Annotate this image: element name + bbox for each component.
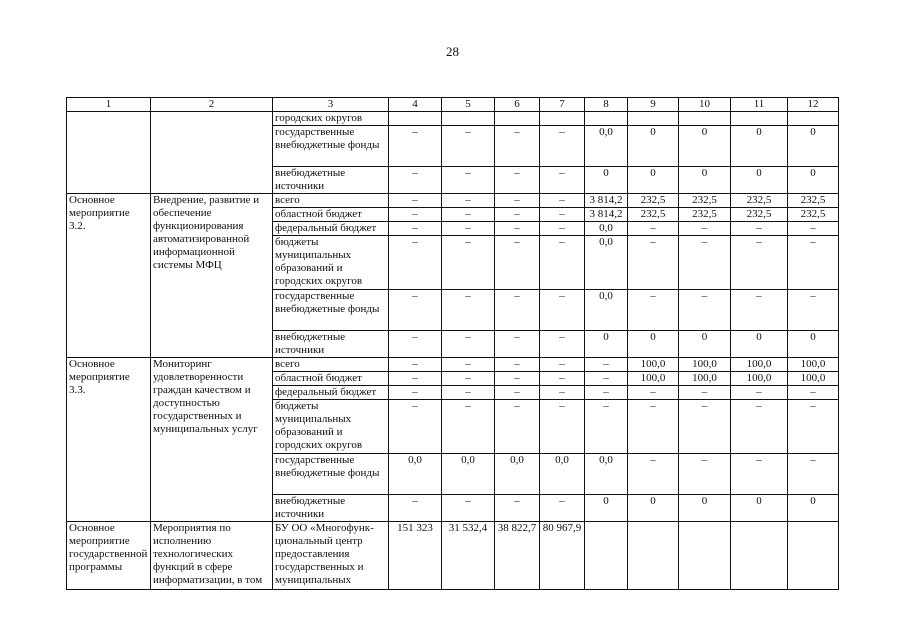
value-cell: – bbox=[495, 400, 540, 454]
value-cell: – bbox=[585, 372, 628, 386]
value-cell: 232,5 bbox=[731, 208, 788, 222]
col-header: 4 bbox=[389, 98, 442, 112]
source-cell: областной бюджет bbox=[273, 208, 389, 222]
value-cell: 0,0 bbox=[585, 290, 628, 331]
value-cell: 0 bbox=[585, 495, 628, 522]
value-cell: – bbox=[442, 290, 495, 331]
value-cell: 100,0 bbox=[731, 358, 788, 372]
value-cell: 232,5 bbox=[788, 194, 839, 208]
source-cell: городских округов bbox=[273, 112, 389, 126]
value-cell: 0,0 bbox=[585, 454, 628, 495]
source-cell: федеральный бюджет bbox=[273, 222, 389, 236]
value-cell: – bbox=[442, 400, 495, 454]
value-cell: – bbox=[442, 386, 495, 400]
value-cell: 0 bbox=[679, 167, 731, 194]
value-cell: – bbox=[389, 126, 442, 167]
value-cell: – bbox=[389, 194, 442, 208]
value-cell: – bbox=[495, 236, 540, 290]
value-cell: 3 814,2 bbox=[585, 194, 628, 208]
value-cell: 232,5 bbox=[679, 208, 731, 222]
value-cell: – bbox=[442, 331, 495, 358]
value-cell: 232,5 bbox=[788, 208, 839, 222]
page-number: 28 bbox=[446, 44, 459, 59]
value-cell: 0,0 bbox=[495, 454, 540, 495]
value-cell: – bbox=[540, 208, 585, 222]
value-cell: – bbox=[540, 236, 585, 290]
value-cell: 31 532,4 bbox=[442, 522, 495, 590]
value-cell: 0 bbox=[679, 331, 731, 358]
value-cell: 0 bbox=[788, 167, 839, 194]
table-row bbox=[67, 358, 839, 372]
value-cell: – bbox=[442, 495, 495, 522]
value-cell: – bbox=[540, 222, 585, 236]
value-cell bbox=[495, 112, 540, 126]
source-cell: внебюджетные источники bbox=[273, 167, 389, 194]
value-cell: – bbox=[495, 386, 540, 400]
value-cell: – bbox=[389, 358, 442, 372]
value-cell: 0 bbox=[679, 126, 731, 167]
value-cell bbox=[731, 112, 788, 126]
value-cell: – bbox=[679, 400, 731, 454]
value-cell: – bbox=[389, 386, 442, 400]
value-cell: – bbox=[389, 167, 442, 194]
value-cell: – bbox=[731, 290, 788, 331]
value-cell: – bbox=[495, 167, 540, 194]
value-cell bbox=[628, 112, 679, 126]
value-cell: – bbox=[628, 454, 679, 495]
value-cell: 100,0 bbox=[788, 358, 839, 372]
value-cell bbox=[731, 522, 788, 590]
value-cell: – bbox=[628, 400, 679, 454]
source-cell: государственные внебюджетные фонды bbox=[273, 126, 389, 167]
value-cell: 100,0 bbox=[731, 372, 788, 386]
source-cell: федеральный бюджет bbox=[273, 386, 389, 400]
value-cell bbox=[585, 112, 628, 126]
value-cell bbox=[679, 522, 731, 590]
value-cell: – bbox=[731, 386, 788, 400]
value-cell: 100,0 bbox=[628, 372, 679, 386]
value-cell: – bbox=[628, 222, 679, 236]
value-cell: 0 bbox=[585, 167, 628, 194]
value-cell: – bbox=[788, 454, 839, 495]
source-cell: бюджеты муниципальных образований и городских округов bbox=[273, 400, 389, 454]
value-cell: – bbox=[540, 331, 585, 358]
value-cell: – bbox=[540, 386, 585, 400]
col-header: 6 bbox=[495, 98, 540, 112]
value-cell: 0,0 bbox=[540, 454, 585, 495]
value-cell: 0,0 bbox=[585, 222, 628, 236]
value-cell: – bbox=[495, 358, 540, 372]
value-cell: – bbox=[442, 372, 495, 386]
value-cell bbox=[389, 112, 442, 126]
value-cell: – bbox=[679, 236, 731, 290]
value-cell: 0 bbox=[788, 126, 839, 167]
source-cell: всего bbox=[273, 194, 389, 208]
event-title-cell: Мероприятия по исполнению технологических функций в сфере информатизации, в том bbox=[151, 522, 273, 590]
value-cell bbox=[788, 112, 839, 126]
event-number-cell: Основное мероприятие государственной программы bbox=[67, 522, 151, 590]
source-cell: государственные внебюджетные фонды bbox=[273, 290, 389, 331]
value-cell: – bbox=[389, 331, 442, 358]
source-cell: государственные внебюджетные фонды bbox=[273, 454, 389, 495]
value-cell: – bbox=[389, 400, 442, 454]
value-cell: – bbox=[731, 222, 788, 236]
value-cell: – bbox=[731, 454, 788, 495]
col-header: 5 bbox=[442, 98, 495, 112]
value-cell: 100,0 bbox=[679, 358, 731, 372]
event-number-cell bbox=[67, 112, 151, 194]
value-cell: – bbox=[442, 222, 495, 236]
value-cell: 3 814,2 bbox=[585, 208, 628, 222]
event-title-cell: Внедрение, развитие и обеспечение функционирования автоматизированной информационной системы МФЦ bbox=[151, 194, 273, 358]
value-cell: – bbox=[442, 358, 495, 372]
value-cell: – bbox=[442, 194, 495, 208]
value-cell: 0 bbox=[788, 495, 839, 522]
col-header: 1 bbox=[67, 98, 151, 112]
source-cell: бюджеты муниципальных образований и городских округов bbox=[273, 236, 389, 290]
value-cell bbox=[628, 522, 679, 590]
value-cell: – bbox=[495, 372, 540, 386]
source-cell: БУ ОО «Многофунк-циональный центр предоставления государственных и муниципальных bbox=[273, 522, 389, 590]
value-cell: 100,0 bbox=[788, 372, 839, 386]
value-cell: 0 bbox=[585, 331, 628, 358]
value-cell: – bbox=[788, 386, 839, 400]
value-cell: 232,5 bbox=[628, 208, 679, 222]
event-number-cell: Основное мероприятие 3.3. bbox=[67, 358, 151, 522]
value-cell: – bbox=[788, 400, 839, 454]
col-header: 8 bbox=[585, 98, 628, 112]
source-cell: внебюджетные источники bbox=[273, 495, 389, 522]
source-cell: всего bbox=[273, 358, 389, 372]
value-cell: – bbox=[585, 358, 628, 372]
col-header: 10 bbox=[679, 98, 731, 112]
value-cell: 232,5 bbox=[679, 194, 731, 208]
value-cell: – bbox=[495, 194, 540, 208]
value-cell: 0 bbox=[628, 167, 679, 194]
value-cell: – bbox=[731, 400, 788, 454]
value-cell: 0 bbox=[628, 495, 679, 522]
value-cell: – bbox=[540, 358, 585, 372]
value-cell: – bbox=[442, 126, 495, 167]
value-cell: – bbox=[540, 126, 585, 167]
table-row bbox=[67, 112, 839, 126]
value-cell: – bbox=[389, 495, 442, 522]
value-cell: – bbox=[540, 400, 585, 454]
value-cell: – bbox=[679, 290, 731, 331]
value-cell: – bbox=[389, 236, 442, 290]
source-cell: областной бюджет bbox=[273, 372, 389, 386]
value-cell: 0 bbox=[731, 126, 788, 167]
value-cell: – bbox=[679, 386, 731, 400]
value-cell bbox=[788, 522, 839, 590]
value-cell: 0 bbox=[731, 167, 788, 194]
value-cell: 0,0 bbox=[442, 454, 495, 495]
value-cell: – bbox=[495, 290, 540, 331]
value-cell: – bbox=[389, 208, 442, 222]
value-cell: – bbox=[585, 386, 628, 400]
col-header: 12 bbox=[788, 98, 839, 112]
value-cell: 232,5 bbox=[628, 194, 679, 208]
value-cell: – bbox=[495, 208, 540, 222]
event-title-cell bbox=[151, 112, 273, 194]
value-cell: – bbox=[495, 495, 540, 522]
source-cell: внебюджетные источники bbox=[273, 331, 389, 358]
value-cell: 100,0 bbox=[679, 372, 731, 386]
event-number-cell: Основное мероприятие 3.2. bbox=[67, 194, 151, 358]
value-cell: 232,5 bbox=[731, 194, 788, 208]
value-cell bbox=[442, 112, 495, 126]
value-cell bbox=[540, 112, 585, 126]
value-cell: – bbox=[540, 290, 585, 331]
value-cell: 0 bbox=[788, 331, 839, 358]
value-cell: 0,0 bbox=[585, 236, 628, 290]
value-cell: – bbox=[788, 236, 839, 290]
value-cell: 0,0 bbox=[585, 126, 628, 167]
value-cell: – bbox=[788, 290, 839, 331]
col-header: 11 bbox=[731, 98, 788, 112]
value-cell: – bbox=[585, 400, 628, 454]
col-header: 2 bbox=[151, 98, 273, 112]
value-cell: – bbox=[540, 167, 585, 194]
col-header: 7 bbox=[540, 98, 585, 112]
value-cell: – bbox=[442, 167, 495, 194]
value-cell: – bbox=[628, 290, 679, 331]
value-cell: – bbox=[679, 454, 731, 495]
value-cell: – bbox=[495, 126, 540, 167]
value-cell: – bbox=[442, 236, 495, 290]
value-cell: 80 967,9 bbox=[540, 522, 585, 590]
value-cell: – bbox=[628, 386, 679, 400]
event-title-cell: Мониторинг удовлетворенности граждан качеством и доступностью государственных и муниципальных услуг bbox=[151, 358, 273, 522]
value-cell: 100,0 bbox=[628, 358, 679, 372]
budget-table bbox=[66, 97, 839, 590]
value-cell: – bbox=[679, 222, 731, 236]
value-cell: 0,0 bbox=[389, 454, 442, 495]
value-cell: – bbox=[495, 331, 540, 358]
value-cell: – bbox=[389, 290, 442, 331]
value-cell: – bbox=[731, 236, 788, 290]
value-cell: 151 323 bbox=[389, 522, 442, 590]
value-cell: – bbox=[540, 372, 585, 386]
value-cell: 0 bbox=[731, 331, 788, 358]
value-cell: – bbox=[540, 495, 585, 522]
table-row bbox=[67, 194, 839, 208]
value-cell: 0 bbox=[679, 495, 731, 522]
value-cell: – bbox=[389, 222, 442, 236]
value-cell bbox=[585, 522, 628, 590]
value-cell: 0 bbox=[731, 495, 788, 522]
value-cell: – bbox=[495, 222, 540, 236]
value-cell bbox=[679, 112, 731, 126]
col-header: 3 bbox=[273, 98, 389, 112]
table-row bbox=[67, 522, 839, 590]
value-cell: – bbox=[389, 372, 442, 386]
value-cell: – bbox=[628, 236, 679, 290]
value-cell: 0 bbox=[628, 331, 679, 358]
header-row bbox=[67, 98, 839, 112]
value-cell: – bbox=[788, 222, 839, 236]
value-cell: – bbox=[442, 208, 495, 222]
value-cell: – bbox=[540, 194, 585, 208]
col-header: 9 bbox=[628, 98, 679, 112]
value-cell: 0 bbox=[628, 126, 679, 167]
value-cell: 38 822,7 bbox=[495, 522, 540, 590]
